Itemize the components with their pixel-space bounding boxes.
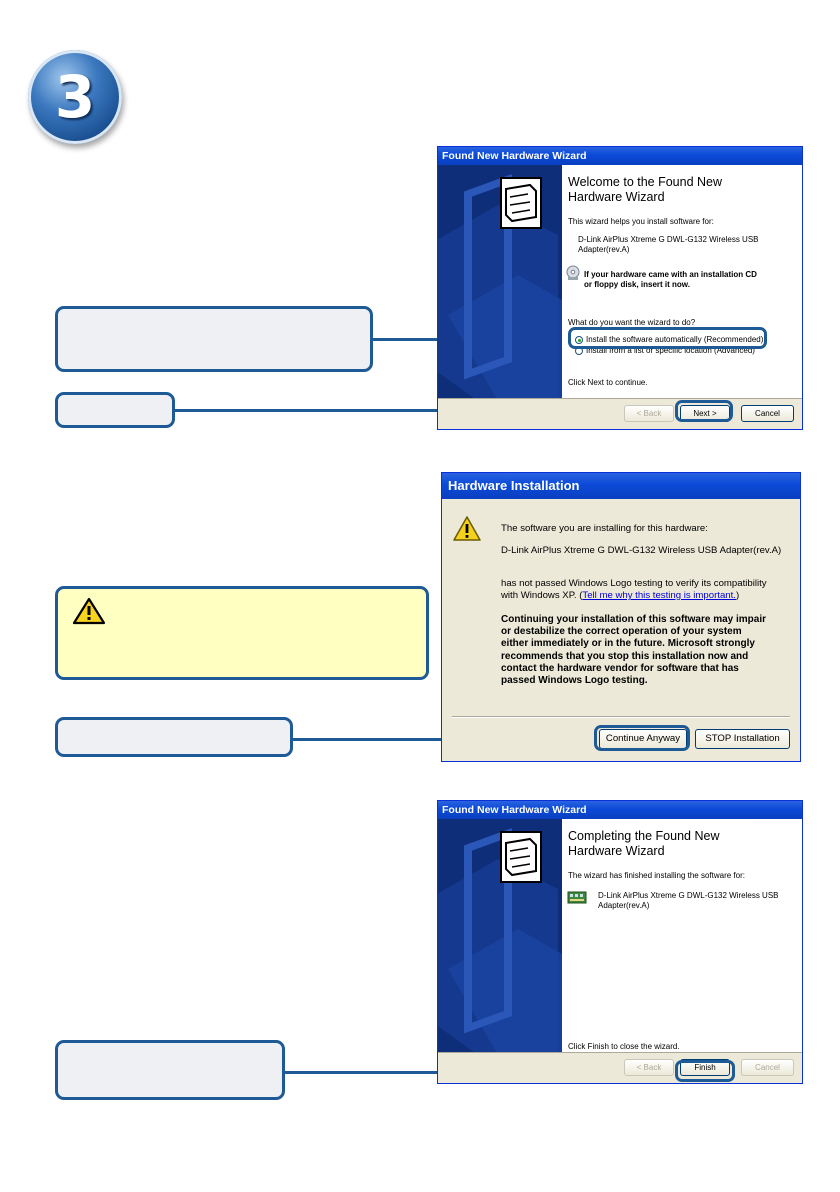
finish-button[interactable]: Finish — [680, 1059, 730, 1076]
dialog-title: Found New Hardware Wizard — [438, 147, 802, 165]
logo-testing-line-2 — [501, 590, 739, 601]
install-intro: The software you are installing for this hardware: — [501, 523, 708, 534]
warning-icon — [72, 597, 106, 625]
warning-text — [501, 614, 766, 687]
wizard-finished-text: The wizard has finished installing the software for: — [568, 871, 745, 880]
device-name: D-Link AirPlus Xtreme G DWL-G132 Wireless USB Adapter(rev.A) — [501, 545, 782, 556]
dialog-title: Hardware Installation — [442, 473, 800, 499]
divider — [452, 716, 790, 718]
wizard-footer — [438, 1052, 802, 1083]
wizard-content — [562, 165, 802, 401]
cd-instruction-line-2: or floppy disk, insert it now. — [584, 280, 690, 289]
heading-line-2: Hardware Wizard — [568, 190, 665, 204]
device-name-line-2: Adapter(rev.A) — [598, 901, 650, 910]
wizard-side-panel — [438, 165, 562, 401]
cd-instruction-line-1: If your hardware came with an installation CD — [584, 270, 757, 279]
logo-line-2-suffix: ) — [735, 590, 740, 601]
continue-anyway-button[interactable]: Continue Anyway — [599, 729, 687, 749]
highlight-next-button — [675, 400, 733, 422]
back-button[interactable]: < Back — [624, 1059, 674, 1076]
heading-line-1: Welcome to the Found New — [568, 175, 723, 189]
device-name-line-2: Adapter(rev.A) — [578, 245, 630, 254]
warning-line: passed Windows Logo testing. — [501, 675, 648, 687]
wizard-heading — [568, 175, 778, 205]
continue-hint: Click Next to continue. — [568, 378, 648, 387]
logo-line-2-prefix: with Windows XP. ( — [501, 590, 583, 601]
logo-testing-line-1: has not passed Windows Logo testing to verify its compatibility — [501, 578, 767, 589]
device-name-line-1: D-Link AirPlus Xtreme G DWL-G132 Wireless USB — [598, 891, 779, 900]
next-button[interactable]: Next > — [680, 405, 730, 422]
heading-line-1: Completing the Found New — [568, 829, 720, 843]
option-install-from-list-label: Install from a list or specific location (Advanced) — [586, 346, 755, 355]
wizard-content — [562, 819, 802, 1055]
wizard-side-panel — [438, 819, 562, 1055]
callout-select-install-automatically — [55, 306, 373, 372]
close-hint: Click Finish to close the wizard. — [568, 1042, 680, 1051]
warning-line: contact the hardware vendor for software that has — [501, 662, 739, 674]
hardware-installation-dialog — [441, 472, 801, 762]
network-adapter-icon — [567, 889, 587, 905]
option-install-automatically-label: Install the software automatically (Recommended) — [586, 335, 764, 344]
dialog-title: Found New Hardware Wizard — [438, 801, 802, 819]
warning-line: either immediately or in the future. Microsoft strongly — [501, 638, 755, 650]
wizard-question: What do you want the wizard to do? — [568, 318, 696, 327]
wizard-intro: This wizard helps you install software for: — [568, 217, 714, 226]
device-name-line-1: D-Link AirPlus Xtreme G DWL-G132 Wireless USB — [578, 235, 759, 244]
cancel-button[interactable]: Cancel — [741, 405, 794, 422]
step-number-badge — [28, 50, 122, 144]
cd-icon — [566, 265, 580, 281]
cancel-button[interactable]: Cancel — [741, 1059, 794, 1076]
found-new-hardware-wizard-dialog — [437, 146, 803, 430]
warning-callout — [55, 586, 429, 680]
wizard-heading — [568, 829, 778, 859]
hardware-box-icon — [500, 177, 542, 229]
wizard-footer — [438, 398, 802, 429]
warning-line: Continuing your installation of this software may impair — [501, 614, 767, 625]
warning-line: or destabilize the correct operation of your system — [501, 626, 742, 638]
warning-icon — [452, 515, 482, 543]
warning-line: recommends that you stop this installation now and — [501, 650, 749, 662]
step-number: 3 — [54, 63, 96, 131]
callout-click-next — [55, 392, 175, 428]
highlight-finish-button — [675, 1060, 735, 1082]
testing-info-link[interactable]: Tell me why this testing is important. — [582, 590, 736, 601]
heading-line-2: Hardware Wizard — [568, 844, 665, 858]
highlight-install-automatically — [568, 327, 767, 349]
completing-wizard-dialog — [437, 800, 803, 1084]
highlight-continue-anyway — [594, 725, 690, 751]
stop-installation-button[interactable]: STOP Installation — [695, 729, 790, 749]
back-button[interactable]: < Back — [624, 405, 674, 422]
callout-click-finish — [55, 1040, 285, 1100]
callout-click-continue-anyway — [55, 717, 293, 757]
hardware-box-icon — [500, 831, 542, 883]
